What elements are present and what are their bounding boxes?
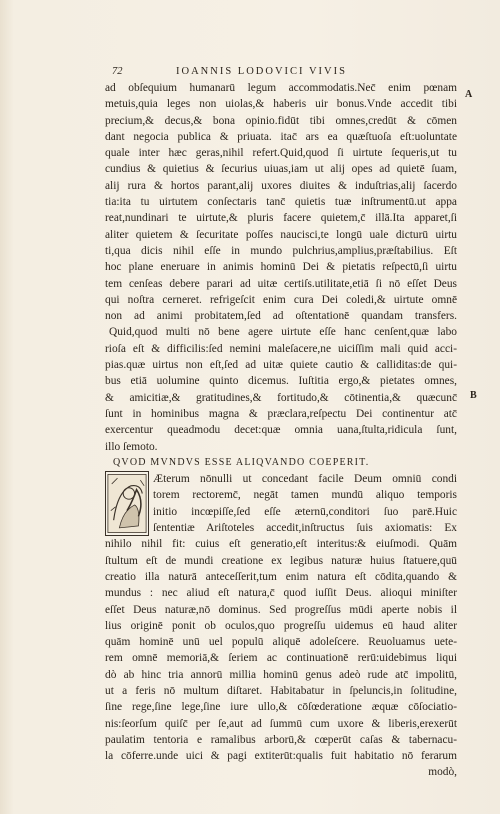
text-line: ſtultum eſt de mundi creatione ex legibus naturæ huius ſtatuere,quū: [105, 554, 457, 567]
text-line: bus etiā uolumine quinto dicemus. Iuſtitia ergo,& pietates omnes,: [105, 375, 457, 388]
text-line: hoc plane eneruare in animis hominū Dei & pietatis reſpectū,ſi uirtu: [105, 261, 457, 274]
text-line: eſſet Deus naturæ,nō dominus. Sed progreſſus mūdi aperte nobis il: [105, 603, 457, 616]
text-line: lius originē ponit ob oculos,quo progreſſu uidemus eū haud aliter: [105, 619, 457, 632]
text-line: quale inter hæc geras,nihil refert.Quid,quod ſi uirtute ſequeris,ut tu: [105, 147, 457, 160]
text-line: metuis,quia leges non uiolas,& haberis uir bonus.Vnde accedit tibi: [105, 98, 457, 111]
text-line: nihilo nihil fit: cuius eſt generatio,eſt interitus:& eiuſmodi. Quām: [105, 538, 457, 551]
text-line: ut a feris nō multum diſtaret. Habitabatur in ſpeluncis,in ſolitudine,: [105, 684, 457, 697]
text-line: dant negocia publica & priuata. itac̄ ars ea quæſtuoſa eſt:uoluntate: [105, 130, 457, 143]
text-line: quām hominē unū uel populū aliquē adoleſcere. Reuoluamus uete-: [105, 636, 457, 649]
text-line: ſunt in hominibus magna & præclara,reſpectu Dei continentur atc̄: [105, 407, 457, 420]
text-line: Æterum nōnulli ut concedant facile Deum omniū condi: [153, 473, 457, 486]
text-line: nis:ſeorſum quiſc̄ per ſe,aut ad ſummū cum uxore & liberis,erexerūt: [105, 717, 457, 730]
text-line: la cōferre.unde uici & pagi extiterūt:qualis fuit habitatio nō ferarum: [105, 750, 457, 763]
text-line: qui noſtra cerneret. refrigeſcit enim cura Dei coledi,& uirtute omnē: [105, 293, 457, 306]
text-line: & amicitiæ,& gratitudines,& fortitudo,& cōtinentia,& quæcunc̄: [105, 391, 457, 404]
decorated-initial-c: [105, 471, 149, 536]
text-line: initio incœpiſſe,ſed eſſe æternū,conditori ſuo parē.Huic: [153, 505, 457, 518]
text-line: aliter quietem & ſecuritate poſſes naucisci,te longū uale dicturū uirtu: [105, 228, 457, 241]
main-text: [105, 80, 457, 781]
margin-letter-b: B: [470, 390, 477, 401]
text-line: rem omnē memoriā,& ſeriem ac continuationē rerū:uidebimus liqui: [105, 652, 457, 665]
text-line: ad obſequium humanarū legum accommodatis.Nec̄ enim pœnam: [105, 82, 457, 94]
running-title: IOANNIS LODOVICI VIVIS: [176, 66, 347, 77]
catchword: modò,: [428, 766, 457, 779]
text-line: Quid,quod multi nō bene agere uirtute eſſe hanc cenſent,quæ labo: [109, 326, 457, 339]
text-line: tia:ita tu uirtutem conſectaris tanc̄ quietis tuæ inſtrumentū.ut appa: [105, 196, 457, 209]
text-line: mundus : nec aliud eſt natura,c̄ quod iuſſit Deus. alioqui miniſter: [105, 587, 457, 600]
page-number: 72: [112, 66, 123, 77]
text-line: cundius & quietius & ſecurius uiuas,iam ut alij opes ad quietē ſuam,: [105, 163, 457, 176]
text-line: ti,qua dicis nihil eſſe in mundo pulchrius,amplius,præſtabilius. Eſt: [105, 244, 457, 257]
text-line: ſententiæ Ariſtoteles accedit,inſtructus ſuis axiomatis: Ex: [153, 522, 457, 535]
text-line: pias.quæ uirtus non eſt,ſed ad uitæ quiete cautio & calliditas:de qui-: [105, 359, 457, 372]
text-line: ſine rege,ſine lege,ſine iure ullo,& cōſœderatione æquæ cōſociatio-: [105, 701, 457, 714]
text-line: paulatim tentoria e ramalibus arborū,& cœperūt caſas & tabernacu-: [105, 733, 457, 746]
text-line: reat,nundinari te uirtute,& pluris facere quietem,c̄ illā.Ita apparet,ſi: [105, 212, 457, 225]
text-line: precium,& decus,& bona opinio.fidūt tibi omnes,credūt & cōmen: [105, 114, 457, 127]
text-line: exercentur queadmodu decet:quæ omnia uana,ſtulta,ridicula ſunt,: [105, 424, 457, 437]
text-line: torem rectoremc̄, negāt tamen mundū aliquo temporis: [153, 489, 457, 502]
initial-illustration: [106, 472, 148, 535]
text-line: illo ſemoto.: [105, 440, 158, 453]
text-line: alij rura & hortos parant,alij uxores diuites & induſtrias,alij ſacerdo: [105, 179, 457, 192]
text-line: dò ab hinc tria annorū millia hominū genus adeò rude atc̄ impolitū,: [105, 668, 457, 681]
section-heading: QVOD MVNDVS ESSE ALIQVANDO COEPERIT.: [113, 456, 370, 468]
text-line: rioſa eſt & difficilis:ſed nemini maleſacere,ne uiciſſim mali quid acci-: [105, 342, 457, 355]
margin-letter-a: A: [465, 89, 473, 100]
chapter-block: [105, 471, 457, 781]
text-line: creatio illa naturā anteceſſerit,tum enim natura eſt cōdita,quando &: [105, 570, 457, 583]
text-line: tem cenſeas debere parari ad uitæ certiſs.utilitate,etiā ſi nō eſſet Deus: [105, 277, 457, 290]
text-line: non ad animi probitatem,ſed ad oſtentationē quandam transfers.: [105, 310, 457, 323]
page-header: [112, 66, 412, 80]
